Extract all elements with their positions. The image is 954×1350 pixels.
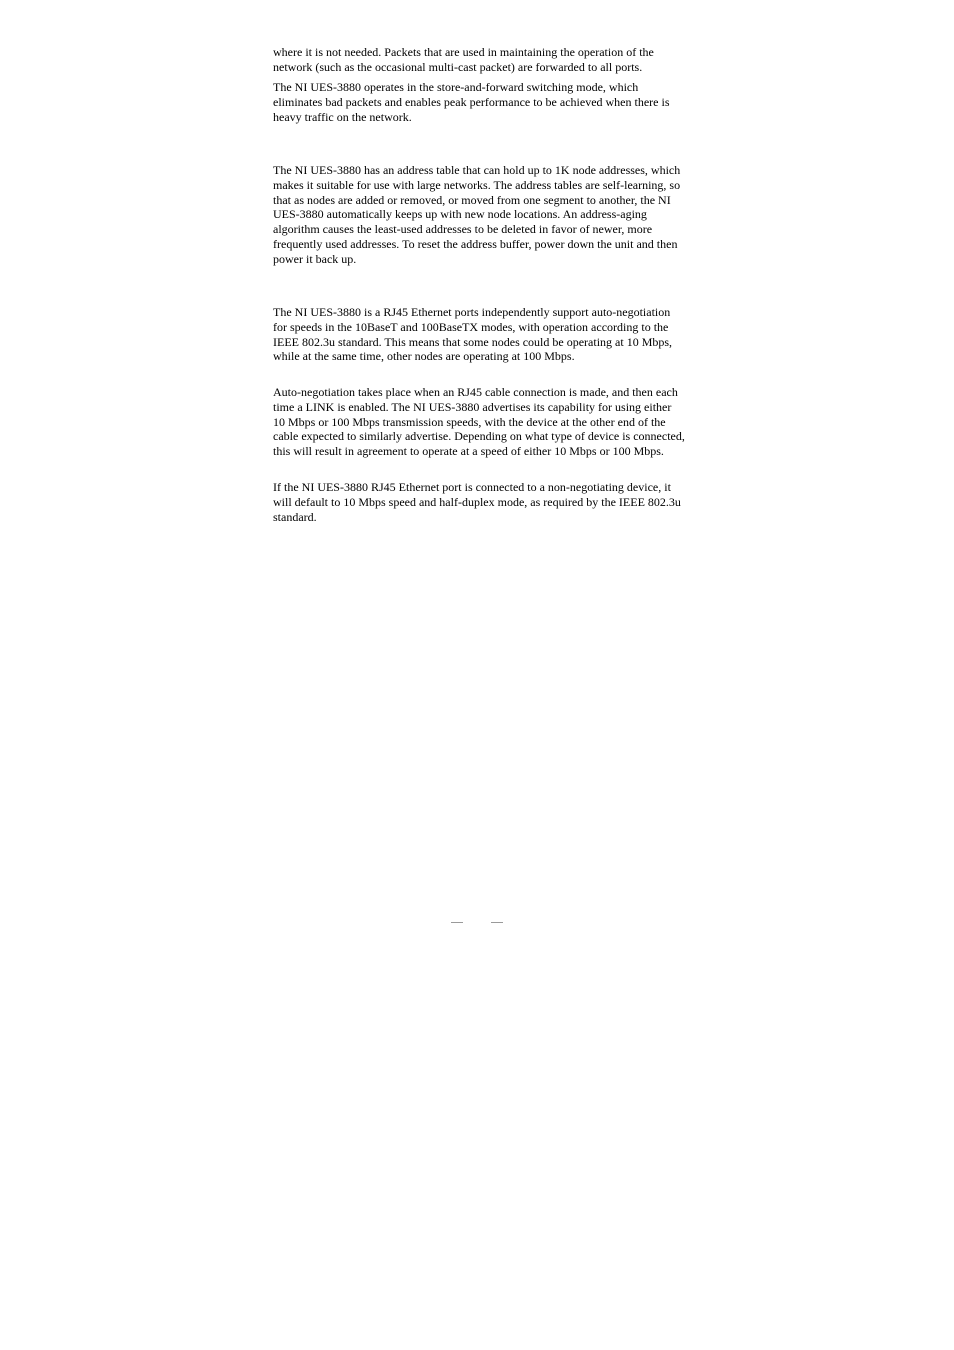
- paragraph-auto-negotiation-support: The NI UES-3880 is a RJ45 Ethernet ports independently support auto-negotiation for speeds in the 10BaseT and 100BaseTX modes, with operation according to the IEEE 802.3u standard. This means that some nodes could be operating at 10 Mbps, while at the same time, other nodes are operating at 100 Mbps.: [273, 305, 673, 364]
- paragraph-switching-mode: The NI UES-3880 operates in the store-and-forward switching mode, which eliminates bad packets and enables peak performance to be achieved when there is heavy traffic on the network.: [273, 80, 670, 124]
- paragraph-auto-negotiation-process: Auto-negotiation takes place when an RJ45 cable connection is made, and then each time a LINK is enabled. The NI UES-3880 advertises its capability for using either 10 Mbps or 100 Mbps transmission speeds, with the device at the other end of the cable expected to similarly advertise. Depending on what type of device is connected, this will result in agreement to operate at a speed of either 10 Mbps or 100 Mbps.: [273, 385, 685, 458]
- paragraph-non-negotiating-default: If the NI UES-3880 RJ45 Ethernet port is connected to a non-negotiating device, it will default to 10 Mbps speed and half-duplex mode, as required by the IEEE 802.3u standard.: [273, 480, 681, 524]
- footer-rule-left: [451, 922, 463, 923]
- paragraph-forwarding: where it is not needed. Packets that are used in maintaining the operation of the network (such as the occasional multi-cast packet) are forwarded to all ports.: [273, 45, 654, 74]
- footer-rule-right: [491, 922, 503, 923]
- paragraph-address-table: The NI UES-3880 has an address table that can hold up to 1K node addresses, which makes it suitable for use with large networks. The address tables are self-learning, so that as nodes are added or removed, or moved from one segment to another, the NI UES-3880 automatically keeps up with new node locations. An address-aging algorithm causes the least-used addresses to be deleted in favor of newer, more frequently used addresses. To reset the address buffer, power down the unit and then power it back up.: [273, 163, 681, 266]
